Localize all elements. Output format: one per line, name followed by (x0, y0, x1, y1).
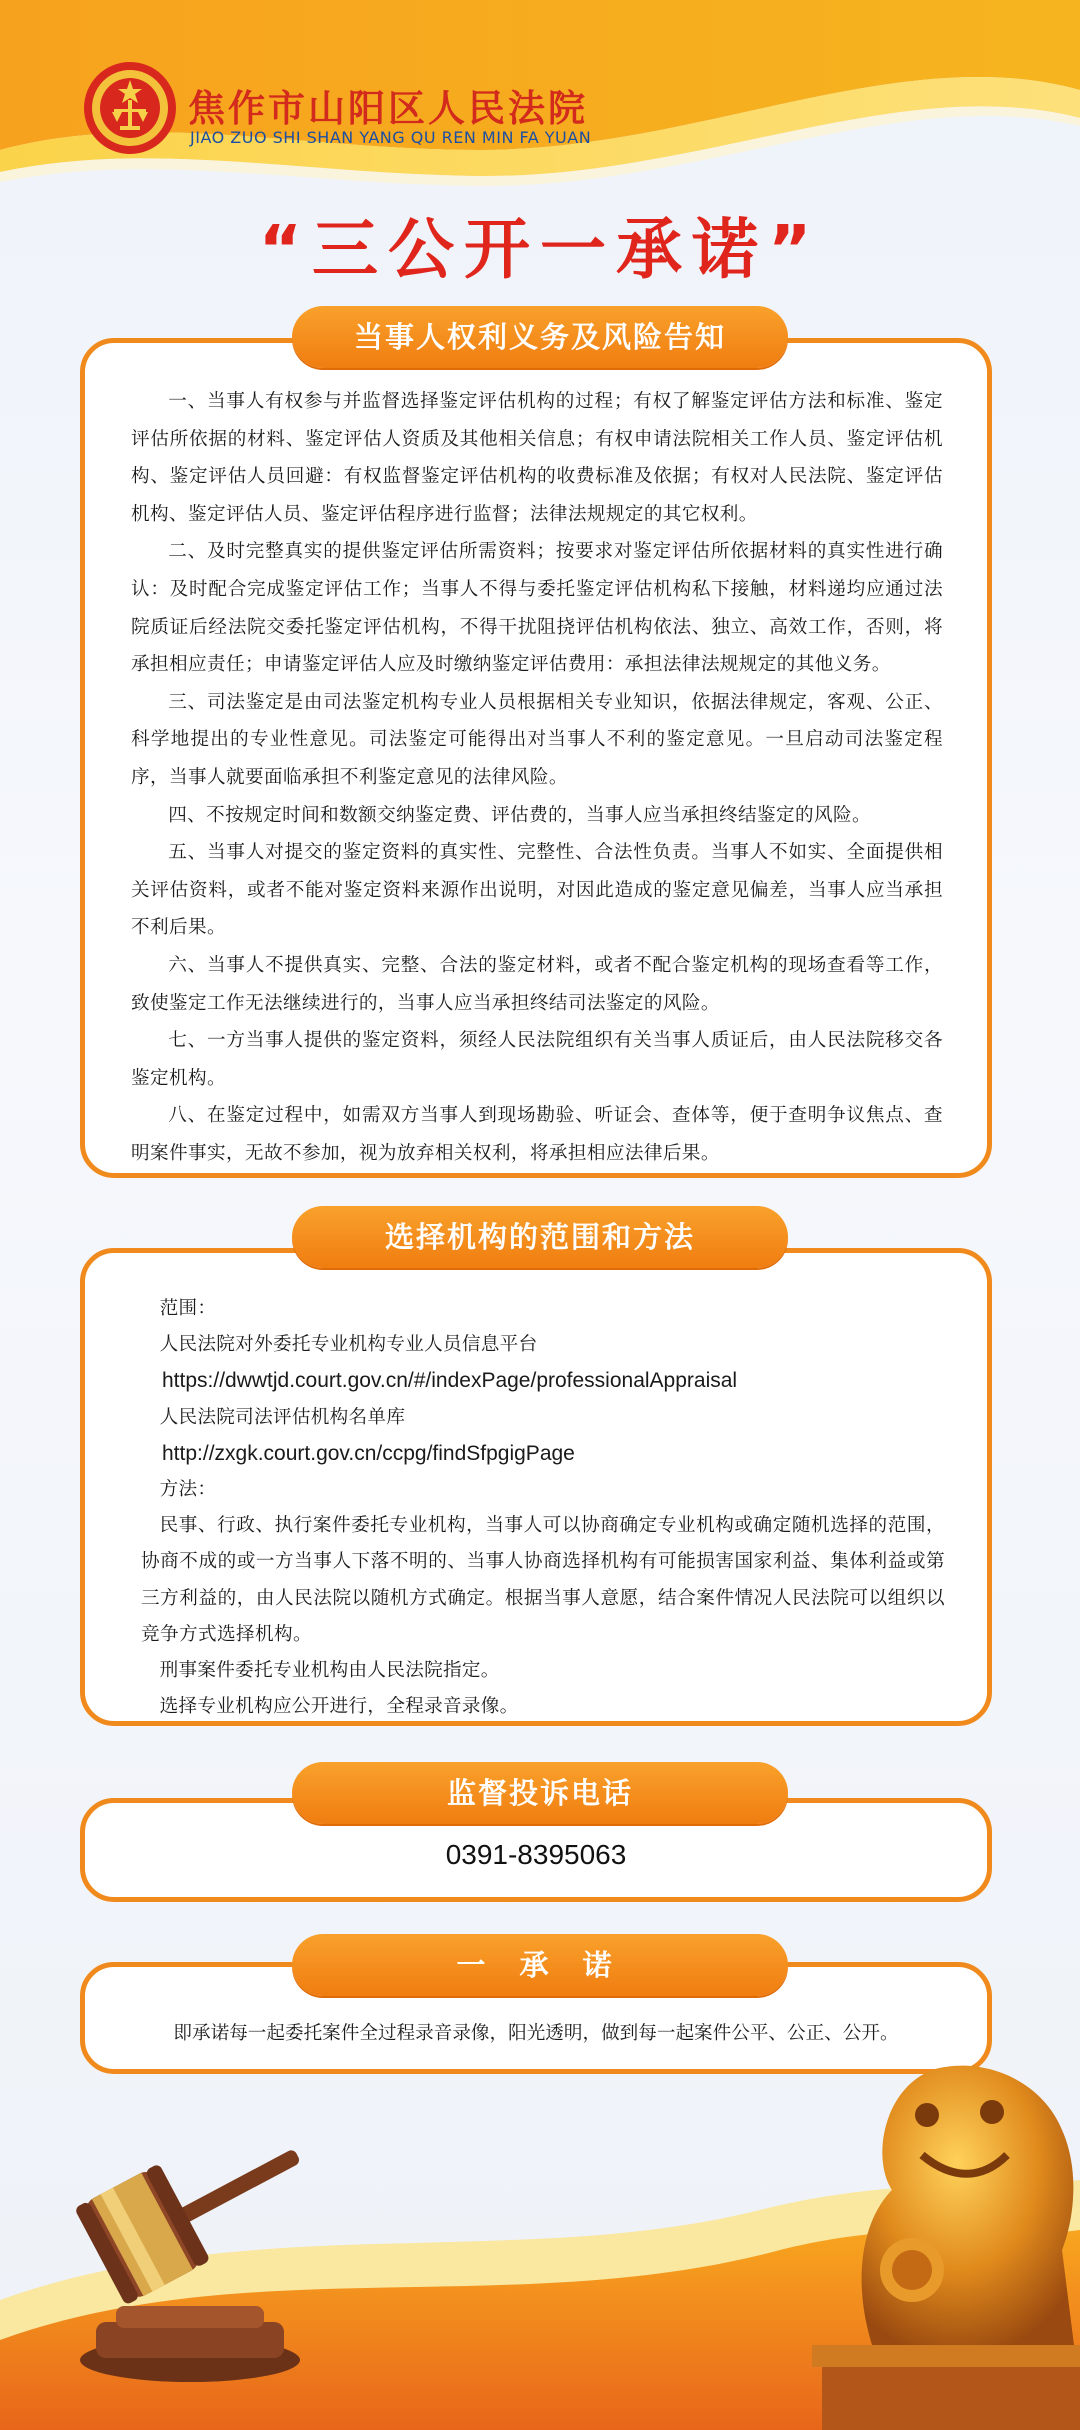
scope-body (141, 1291, 945, 1725)
rights-paragraph: 五、当事人对提交的鉴定资料的真实性、完整性、合法性负责。当事人不如实、全面提供相关评估资料，或者不能对鉴定资料来源作出说明，对因此造成的鉴定意见偏差，当事人应当承担不利后果。 (131, 842, 943, 939)
method-text: 民事、行政、执行案件委托专业机构，当事人可以协商确定专业机构或确定随机选择的范围，协商不成的或一方当事人下落不明的、当事人协商选择机构有可能损害国家利益、集体利益或第三方利益的，由人民法院以随机方式确定。根据当事人意愿，结合案件情况人民法院可以组织以竞争方式选择机构。 (141, 1515, 945, 1645)
promise-text: 即承诺每一起委托案件全过程录音录像，阳光透明，做到每一起案件公平、公正、公开。 (173, 2023, 899, 2044)
method-label: 方法： (159, 1479, 217, 1501)
scope-panel (80, 1248, 992, 1726)
court-name-pinyin: JIAO ZUO SHI SHAN YANG QU REN MIN FA YUAN (190, 128, 592, 147)
phone-section-title: 监督投诉电话 (292, 1762, 788, 1824)
court-emblem-icon (82, 60, 178, 156)
scope-label: 范围： (159, 1298, 217, 1319)
complaint-phone-number[interactable]: 0391-8395063 (445, 1839, 627, 1870)
scope-section-title: 选择机构的范围和方法 (292, 1206, 788, 1268)
open-text: 选择专业机构应公开进行，全程录音录像。 (159, 1696, 519, 1718)
platform-name: 人民法院对外委托专业机构专业人员信息平台 (159, 1334, 538, 1356)
rights-paragraph: 四、不按规定时间和数额交纳鉴定费、评估费的，当事人应当承担终结鉴定的风险。 (168, 804, 871, 826)
gavel-icon (60, 2100, 320, 2390)
rights-paragraph: 三、司法鉴定是由司法鉴定机构专业人员根据相关专业知识，依据法律规定，客观、公正、科学地提出的专业性意见。司法鉴定可能得出对当事人不利的鉴定意见。一旦启动司法鉴定程序，当事人就要面临承担不利鉴定意见的法律风险。 (131, 691, 943, 788)
rights-paragraph: 七、一方当事人提供的鉴定资料，须经人民法院组织有关当事人质证后，由人民法院移交各鉴定机构。 (131, 1030, 943, 1089)
rights-section-title: 当事人权利义务及风险告知 (292, 306, 788, 368)
platform-url-link[interactable]: https://dwwtjd.court.gov.cn/#/indexPage/professionalAppraisal (162, 1369, 738, 1393)
lion-statue-icon (812, 2020, 1080, 2430)
rights-paragraph: 八、在鉴定过程中，如需双方当事人到现场勘验、听证会、查体等，便于查明争议焦点、查明案件事实，无故不参加，视为放弃相关权利，将承担相应法律后果。 (131, 1105, 943, 1164)
promise-section-title: 一 承 诺 (292, 1934, 788, 1996)
criminal-text: 刑事案件委托专业机构由人民法院指定。 (159, 1660, 500, 1682)
rights-paragraph: 二、及时完整真实的提供鉴定评估所需资料；按要求对鉴定评估所依据材料的真实性进行确认：及时配合完成鉴定评估工作；当事人不得与委托鉴定评估机构私下接触，材料递均应通过法院质证后经法院交委托鉴定评估机构，不得干扰阻挠评估机构依法、独立、高效工作，否则，将承担相应责任；申请鉴定评估人应及时缴纳鉴定评估费用：承担法律法规规定的其他义务。 (131, 541, 943, 676)
rights-paragraph: 六、当事人不提供真实、完整、合法的鉴定材料，或者不配合鉴定机构的现场查看等工作，致使鉴定工作无法继续进行的，当事人应当承担终结司法鉴定的风险。 (131, 954, 943, 1014)
list-name: 人民法院司法评估机构名单库 (159, 1406, 406, 1428)
rights-body (131, 383, 943, 1172)
list-url-link[interactable]: http://zxgk.court.gov.cn/ccpg/findSfpgigPage (162, 1441, 575, 1465)
page-title: “三公开一承诺” (258, 211, 822, 288)
rights-paragraph: 一、当事人有权参与并监督选择鉴定评估机构的过程；有权了解鉴定评估方法和标准、鉴定评估所依据的材料、鉴定评估人资质及其他相关信息；有权申请法院相关工作人员、鉴定评估机构、鉴定评估人员回避：有权监督鉴定评估机构的收费标准及依据；有权对人民法院、鉴定评估机构、鉴定评估人员、鉴定评估程序进行监督；法律法规规定的其它权利。 (131, 391, 943, 525)
rights-panel (80, 338, 992, 1178)
court-name: 焦作市山阳区人民法院 (188, 87, 588, 130)
